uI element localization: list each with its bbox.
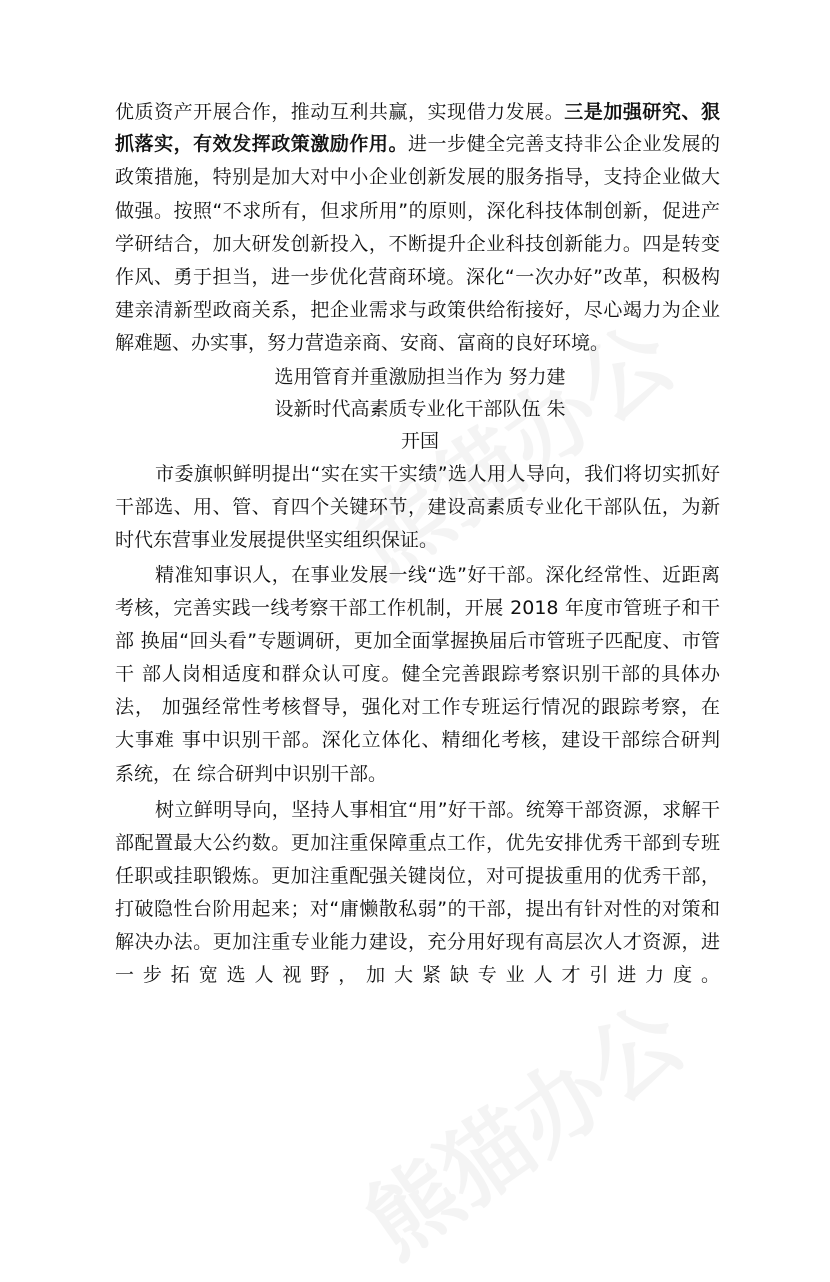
bold-text: 三是加强研究、狠: [564, 101, 720, 123]
text-line: 干 部人岗相适度和群众认可度。健全完善跟踪考察识别干部的具体办: [115, 663, 720, 685]
text-line: 部配置最大公约数。更加注重保障重点工作，优先安排优秀干部到专班: [115, 832, 720, 854]
text-line: 干部选、用、管、育四个关键环节，建设高素质专业化干部队伍，为新: [115, 496, 720, 518]
text-line: 考核，完善实践一线考察干部工作机制，开展 2018 年度市管班子和干: [115, 597, 720, 619]
text-line: 树立鲜明导向，坚持人事相宜“用”好干部。统筹干部资源，求解干: [155, 799, 720, 821]
text-line: 解决办法。更加注重专业能力建设，充分用好现有高层次人才资源，进: [115, 931, 720, 953]
text-line: 政策措施，特别是加大对中小企业创新发展的服务指导，支持企业做大: [115, 166, 720, 188]
text-line: 时代东营事业发展提供坚实组织保证。: [115, 529, 439, 551]
bold-text: 抓落实，有效发挥政策激励作用。: [115, 133, 408, 155]
text-line: 法， 加强经常性考核督导，强化对工作专班运行情况的跟踪考察，在: [115, 696, 720, 718]
text-line: 解难题、办实事，努力营造亲商、安商、富商的良好环境。: [115, 332, 610, 354]
text-line: 市委旗帜鲜明提出“实在实干实绩”选人用人导向，我们将切实抓好: [155, 463, 720, 485]
heading-line: 设新时代高素质专业化干部队伍 朱: [274, 398, 566, 420]
text-line: 作风、勇于担当，进一步优化营商环境。深化“一次办好”改革，积极构: [115, 266, 720, 288]
text-line: 学研结合，加大研发创新投入，不断提升企业科技创新能力。四是转变: [115, 233, 720, 255]
text-line: 部 换届“回头看”专题调研，更加全面掌握换届后市管班子匹配度、市管: [115, 630, 720, 652]
heading-line: 开国: [400, 430, 439, 452]
text-line: 做强。按照“不求所有，但求所用”的原则，深化科技体制创新，促进产: [115, 200, 720, 222]
heading-line: 选用管育并重激励担当作为 努力建: [274, 366, 566, 388]
text-line: 精准知事识人，在事业发展一线“选”好干部。深化经常性、近距离: [155, 564, 720, 586]
text-line: 一步拓宽选人视野，加大紧缺专业人才引进力度。: [115, 964, 720, 986]
text-line: 任职或挂职锻炼。更加注重配强关键岗位，对可提拔重用的优秀干部，: [115, 865, 720, 887]
text-line: 打破隐性台阶用起来；对“庸懒散私弱”的干部，提出有针对性的对策和: [115, 898, 720, 920]
text-line: 大事难 事中识别干部。深化立体化、精细化考核，建设干部综合研判: [115, 729, 720, 751]
text-line: 优质资产开展合作，推动互利共赢，实现借力发展。三是加强研究、狠: [115, 101, 720, 123]
text-line: 系统，在 综合研判中识别干部。: [115, 763, 388, 785]
text-line: 抓落实，有效发挥政策激励作用。进一步健全完善支持非公企业发展的: [115, 133, 720, 155]
text-line: 建亲清新型政商关系，把企业需求与政策供给衔接好，尽心竭力为企业: [115, 299, 720, 321]
